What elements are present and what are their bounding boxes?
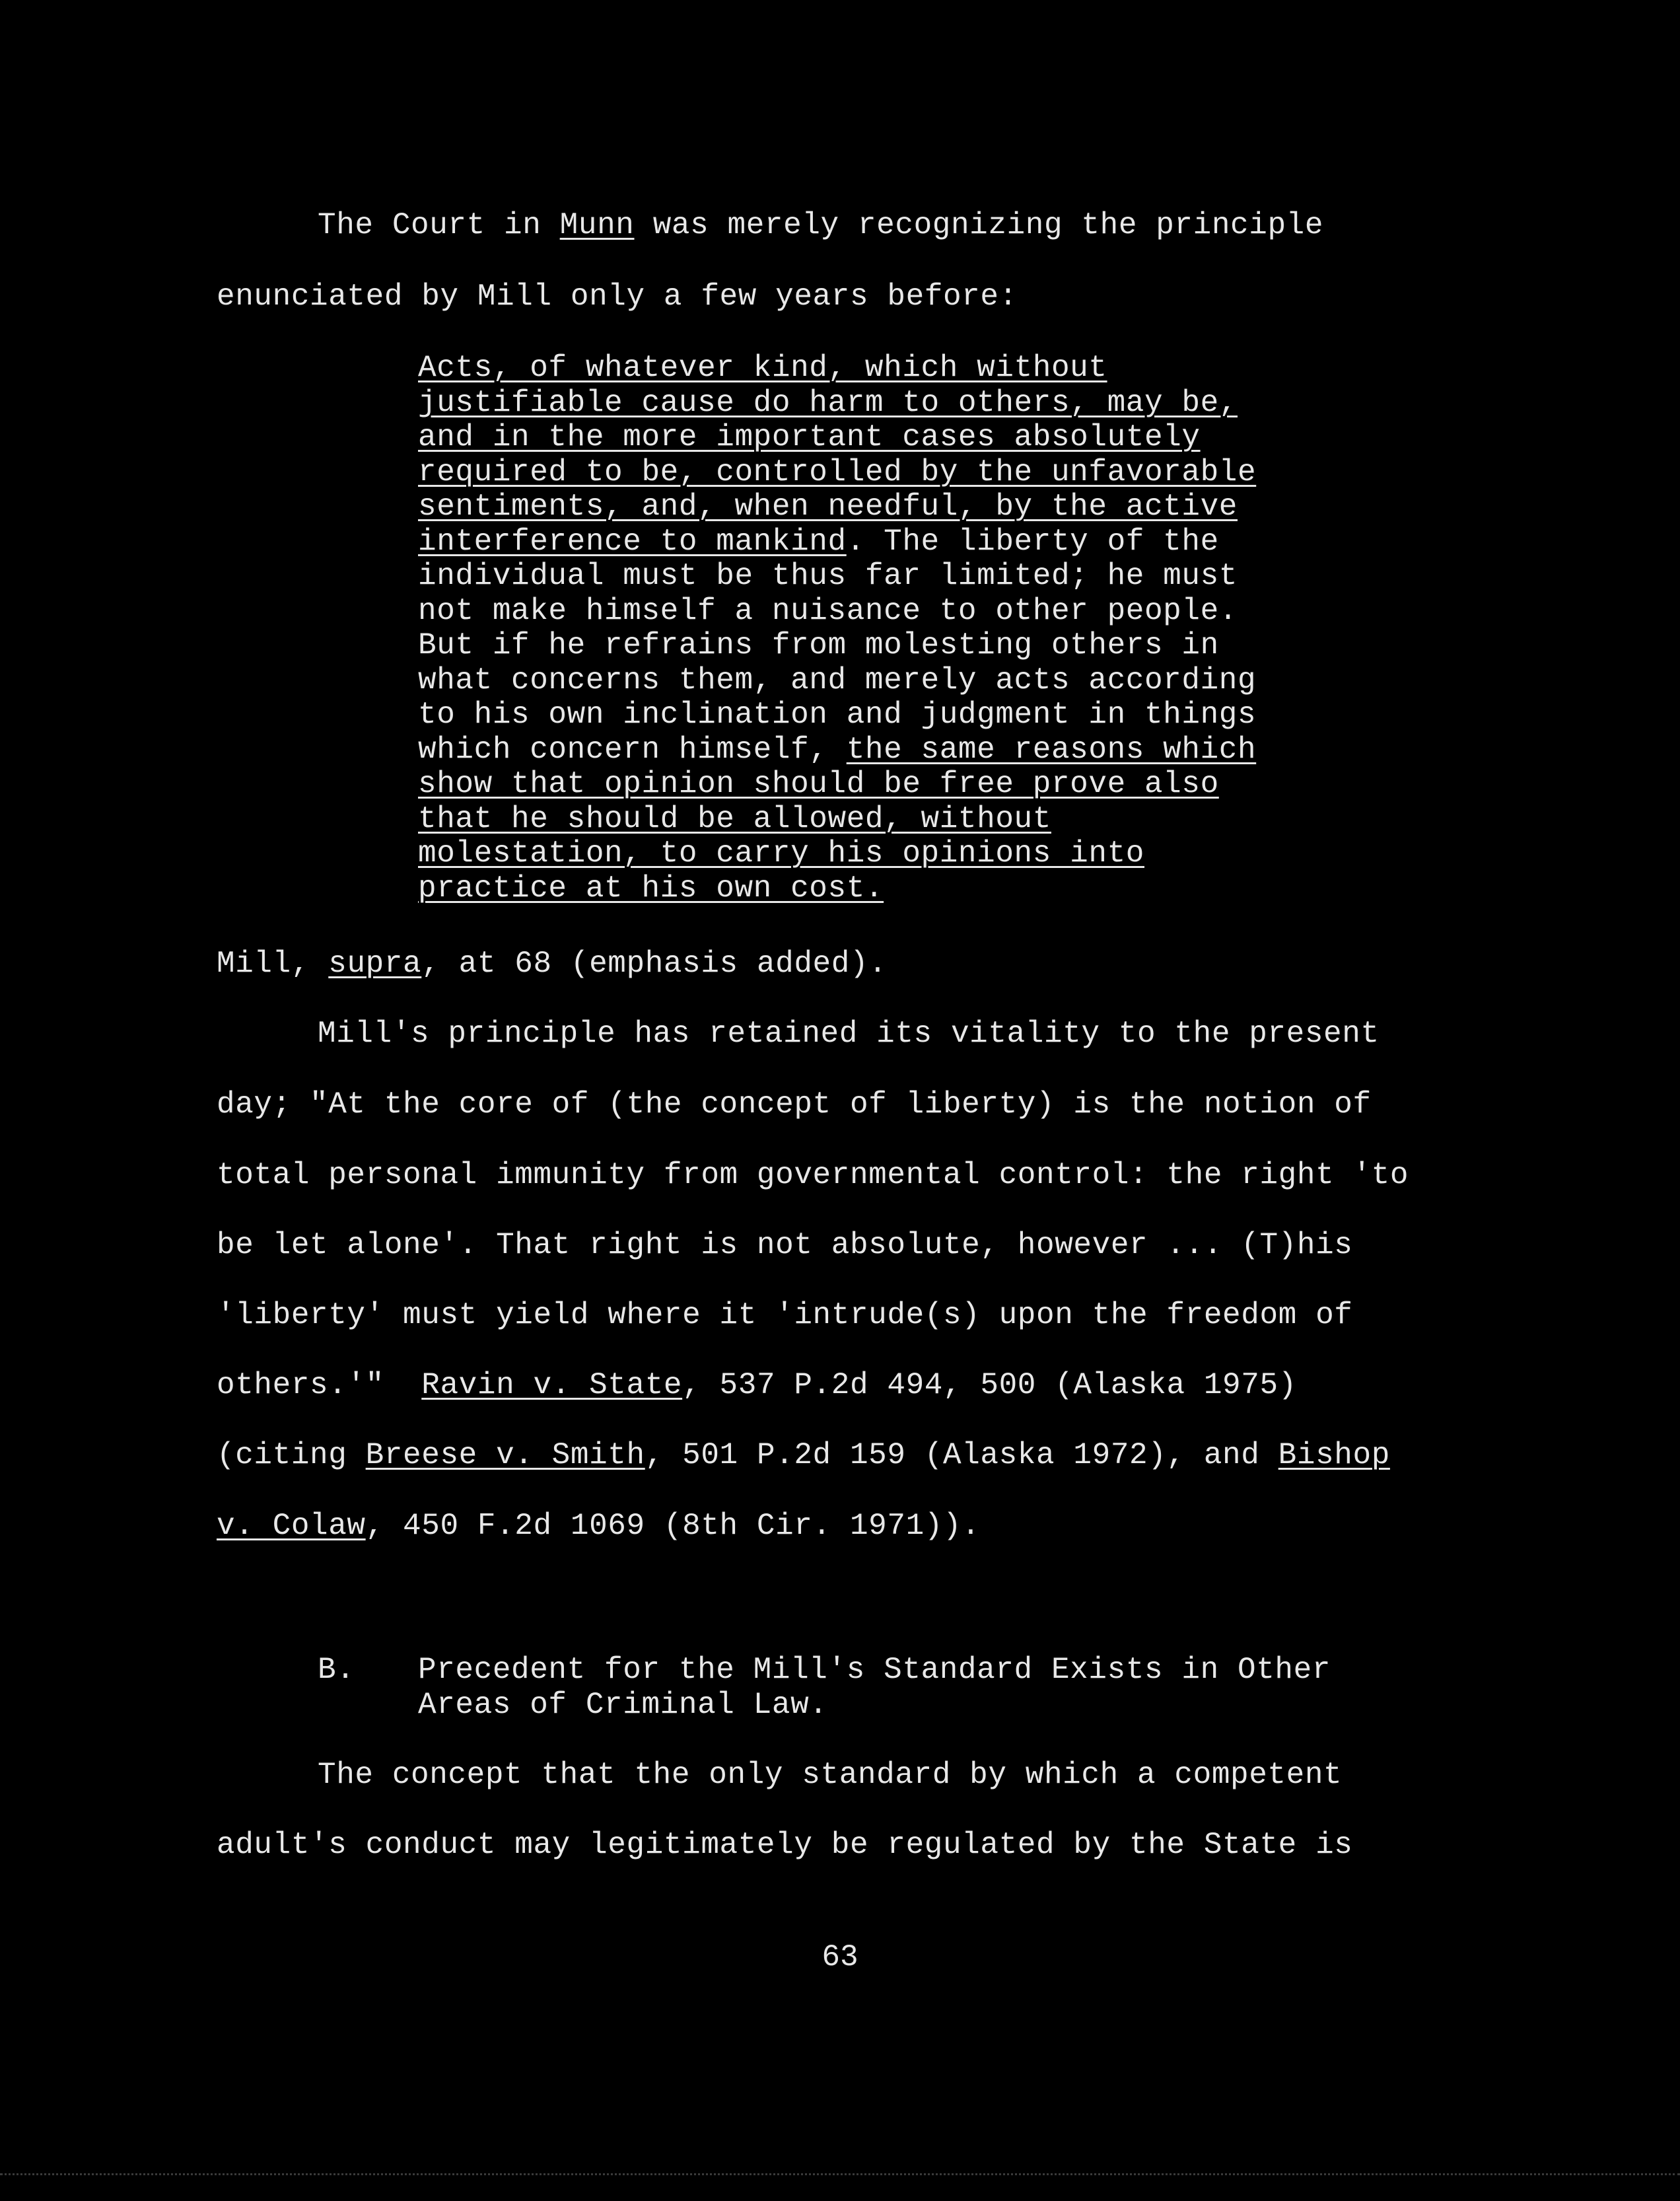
quote-line: and in the more important cases absolutely <box>418 420 1201 454</box>
case-name-munn: Munn <box>559 208 635 242</box>
quote-emphasis: the same reasons which <box>846 732 1257 767</box>
text: , at 68 (emphasis added). <box>421 947 888 981</box>
paragraph-1-line-2: enunciated by Mill only a few years before: <box>217 279 1018 314</box>
quote-line: required to be, controlled by the unfavorable <box>418 454 1257 489</box>
text: , 450 F.2d 1069 (8th Cir. 1971)). <box>365 1509 981 1543</box>
quote-line: that he should be allowed, without <box>418 801 1051 836</box>
quote-line: not make himself a nuisance to other people. <box>418 593 1238 628</box>
case-name-bishop: Bishop <box>1278 1438 1390 1472</box>
quote-line: But if he refrains from molesting others in <box>418 628 1219 663</box>
text: The Court in <box>318 208 560 242</box>
paragraph-3-line-2: adult's conduct may legitimately be regulated by the State is <box>217 1828 1353 1862</box>
quote-line: what concerns them, and merely acts according <box>418 663 1257 698</box>
scan-edge-divider <box>0 2173 1680 2175</box>
quote-line <box>418 524 1256 559</box>
section-heading-letter: B. <box>318 1653 355 1687</box>
section-heading-title-line-2: Areas of Criminal Law. <box>418 1688 828 1722</box>
text: Mill, <box>217 947 329 981</box>
quote-emphasis: interference to mankind <box>418 524 847 559</box>
paragraph-2-line-8 <box>217 1511 980 1541</box>
text: , 537 P.2d 494, 500 (Alaska 1975) <box>682 1368 1297 1402</box>
block-quote <box>418 351 1256 906</box>
case-name-breese: Breese v. Smith <box>365 1438 645 1472</box>
text: . The liberty of the <box>846 524 1219 559</box>
quote-line: show that opinion should be free prove also <box>418 767 1219 801</box>
paragraph-2-line-7 <box>217 1440 1390 1470</box>
paragraph-2-line-1: Mill's principle has retained its vitality to the present <box>318 1017 1380 1051</box>
case-name-colaw: v. Colaw <box>217 1509 366 1543</box>
text: (citing <box>217 1438 366 1472</box>
citation-line <box>217 949 887 979</box>
quote-line: Acts, of whatever kind, which without <box>418 351 1107 385</box>
quote-line: individual must be thus far limited; he must <box>418 559 1238 593</box>
paragraph-2-line-4: be let alone'. That right is not absolute, however ... (T)his <box>217 1228 1353 1262</box>
quote-line: molestation, to carry his opinions into <box>418 836 1144 871</box>
text: which concern himself, <box>418 732 847 767</box>
paragraph-3-line-1: The concept that the only standard by which a competent <box>318 1758 1343 1792</box>
paragraph-2-line-5: 'liberty' must yield where it 'intrude(s) upon the freedom of <box>217 1298 1353 1332</box>
text: was merely recognizing the principle <box>634 208 1324 242</box>
text: others.'" <box>217 1368 422 1402</box>
case-name-ravin: Ravin v. State <box>421 1368 683 1402</box>
paragraph-2-line-3: total personal immunity from governmental control: the right 'to <box>217 1158 1409 1192</box>
quote-line: sentiments, and, when needful, by the active <box>418 489 1238 524</box>
paragraph-2-line-2: day; "At the core of (the concept of liberty) is the notion of <box>217 1087 1372 1122</box>
section-heading-title-line-1: Precedent for the Mill's Standard Exists in Other <box>418 1653 1331 1687</box>
supra: supra <box>328 947 422 981</box>
text: , 501 P.2d 159 (Alaska 1972), and <box>645 1438 1278 1472</box>
paragraph-2-line-6 <box>217 1370 1297 1400</box>
paragraph-1-line-1 <box>318 210 1323 240</box>
page-number: 63 <box>822 1940 858 1974</box>
quote-line: practice at his own cost. <box>418 871 884 906</box>
quote-line <box>418 733 1256 768</box>
quote-line: to his own inclination and judgment in things <box>418 698 1257 732</box>
quote-line: justifiable cause do harm to others, may be, <box>418 385 1238 420</box>
